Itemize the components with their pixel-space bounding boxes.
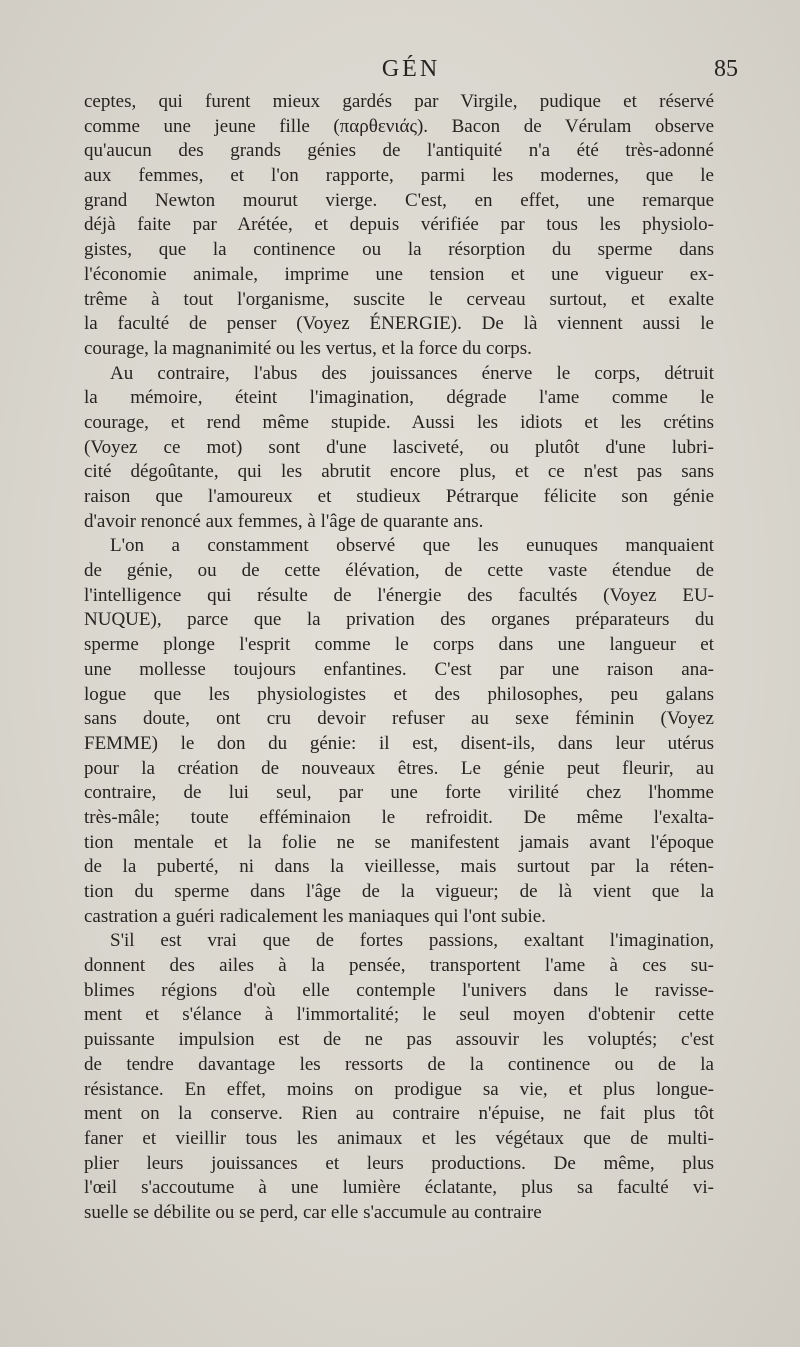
text-line: suelle se débilite ou se perd, car elle s'accumule au contraire bbox=[84, 1201, 542, 1223]
text-line: l'économie animale, imprime une tension et une vigueur ex- bbox=[84, 263, 714, 285]
text-line: d'avoir renoncé aux femmes, à l'âge de quarante ans. bbox=[84, 510, 484, 532]
text-line: puissante impulsion est de ne pas assouvir les voluptés; c'est bbox=[84, 1029, 714, 1051]
page-number: 85 bbox=[714, 56, 738, 82]
text-line: pour la création de nouveaux êtres. Le génie peut fleurir, au bbox=[84, 757, 714, 779]
text-line: ceptes, qui furent mieux gardés par Virgile, pudique et réservé bbox=[84, 91, 714, 112]
text-line: l'œil s'accoutume à une lumière éclatante, plus sa faculté vi- bbox=[84, 1177, 714, 1199]
text-line: blimes régions d'où elle contemple l'univers dans le ravisse- bbox=[84, 979, 714, 1001]
text-line: qu'aucun des grands génies de l'antiquité n'a été très-adonné bbox=[84, 140, 714, 162]
text-line: de la puberté, ni dans la vieillesse, mais surtout par la réten- bbox=[84, 856, 714, 878]
text-line: Au contraire, l'abus des jouissances énerve le corps, détruit bbox=[110, 362, 714, 384]
paragraph bbox=[84, 90, 714, 362]
text-line: plier leurs jouissances et leurs productions. De même, plus bbox=[84, 1152, 714, 1174]
text-line: faner et vieillir tous les animaux et les végétaux que de multi- bbox=[84, 1127, 714, 1149]
text-line: déjà faite par Arétée, et depuis vérifiée par tous les physiolo- bbox=[84, 214, 714, 236]
text-line: de tendre davantage les ressorts de la continence ou de la bbox=[84, 1053, 714, 1075]
text-line: la faculté de penser (Voyez ÉNERGIE). De là viennent aussi le bbox=[84, 313, 714, 335]
text-line: une mollesse toujours enfantines. C'est par une raison ana- bbox=[84, 658, 714, 680]
text-line: résistance. En effet, moins on prodigue sa vie, et plus longue- bbox=[84, 1078, 714, 1100]
body-text bbox=[84, 90, 714, 1226]
text-line: donnent des ailes à la pensée, transportent l'ame à ces su- bbox=[84, 955, 714, 977]
paragraph bbox=[84, 929, 714, 1225]
page-header bbox=[84, 56, 738, 90]
text-line: S'il est vrai que de fortes passions, exaltant l'imagination, bbox=[110, 930, 714, 952]
text-line: très-mâle; toute efféminaion le refroidit. De même l'exalta- bbox=[84, 806, 714, 828]
text-line: tion mentale et la folie ne se manifestent jamais avant l'époque bbox=[84, 831, 714, 853]
text-line: grand Newton mourut vierge. C'est, en effet, une remarque bbox=[84, 189, 714, 211]
text-line: raison que l'amoureux et studieux Pétrarque félicite son génie bbox=[84, 486, 714, 507]
text-line: ment et s'élance à l'immortalité; le seul moyen d'obtenir cette bbox=[84, 1004, 714, 1026]
text-line: cité dégoûtante, qui les abrutit encore plus, et ce n'est pas sans bbox=[84, 461, 714, 483]
text-line: contraire, de lui seul, par une forte virilité chez l'homme bbox=[84, 782, 714, 804]
text-line: FEMME) le don du génie: il est, disent-ils, dans leur utérus bbox=[84, 732, 714, 754]
text-line: (Voyez ce mot) sont d'une lasciveté, ou plutôt d'une lubri- bbox=[84, 436, 714, 458]
text-line: tion du sperme dans l'âge de la vigueur; de là vient que la bbox=[84, 881, 714, 902]
text-line: NUQUE), parce que la privation des organes préparateurs du bbox=[84, 609, 714, 631]
text-line: l'intelligence qui résulte de l'énergie des facultés (Voyez EU- bbox=[84, 584, 714, 606]
text-line: L'on a constamment observé que les eunuques manquaient bbox=[110, 535, 714, 557]
text-line: ment on la conserve. Rien au contraire n'épuise, ne fait plus tôt bbox=[84, 1103, 714, 1125]
text-line: trême à tout l'organisme, suscite le cerveau surtout, et exalte bbox=[84, 288, 714, 310]
text-line: gistes, que la continence ou la résorption du sperme dans bbox=[84, 239, 714, 261]
text-line: de génie, ou de cette élévation, de cette vaste étendue de bbox=[84, 560, 714, 582]
text-line: la mémoire, éteint l'imagination, dégrade l'ame comme le bbox=[84, 387, 714, 409]
text-line: castration a guéri radicalement les maniaques qui l'ont subie. bbox=[84, 905, 546, 927]
text-line: logue que les physiologistes et des philosophes, peu galans bbox=[84, 683, 714, 705]
text-line: courage, et rend même stupide. Aussi les idiots et les crétins bbox=[84, 411, 714, 433]
text-line: aux femmes, et l'on rapporte, parmi les modernes, que le bbox=[84, 165, 714, 187]
paragraph bbox=[84, 534, 714, 929]
text-line: comme une jeune fille (παρθενιάς). Bacon de Vérulam observe bbox=[84, 115, 714, 137]
text-line: courage, la magnanimité ou les vertus, et la force du corps. bbox=[84, 337, 532, 359]
text-line: sperme plonge l'esprit comme le corps dans une langueur et bbox=[84, 634, 714, 656]
text-line: sans doute, ont cru devoir refuser au sexe féminin (Voyez bbox=[84, 708, 714, 730]
running-head: GÉN bbox=[381, 56, 441, 82]
paragraph bbox=[84, 362, 714, 535]
